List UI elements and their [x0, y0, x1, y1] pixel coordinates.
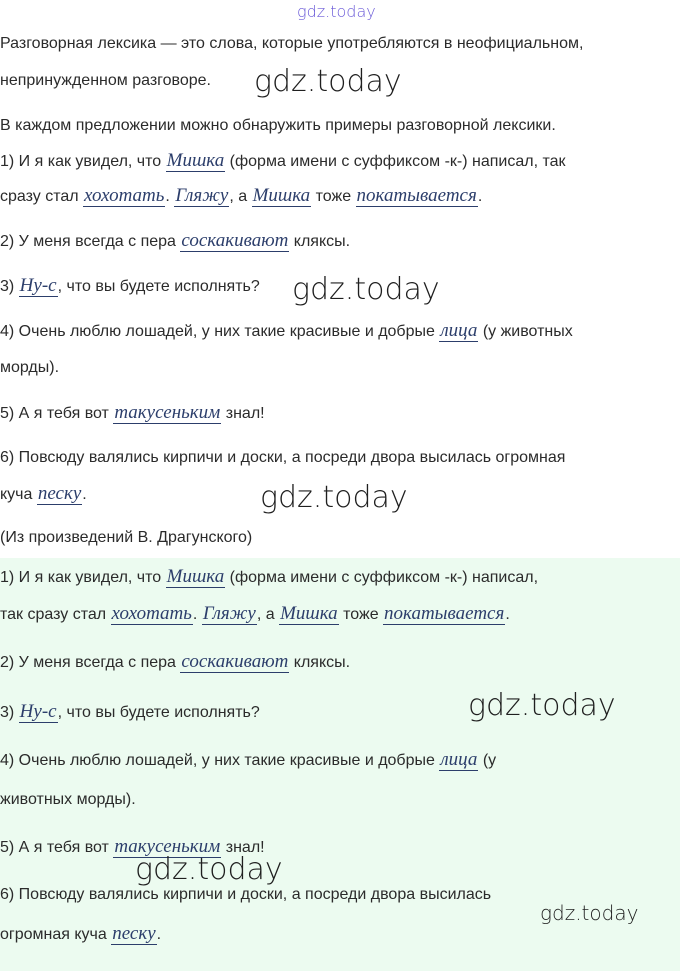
answer-1-line-2: так сразу стал хохотать. Гляжу, а Мишка тоже покатывается.	[0, 603, 510, 624]
watermark-top: gdz.today	[297, 2, 376, 21]
answer-6-line-2: огромная куча песку.	[0, 923, 162, 944]
question-3: 3) Ну-с, что вы будете исполнять?	[0, 275, 260, 296]
question-2: 2) У меня всегда с пера соскакивают кляксы.	[0, 230, 351, 251]
highlight-word: лица	[440, 749, 478, 770]
watermark: gdz.today	[292, 272, 440, 307]
highlight-word: покатывается	[356, 185, 477, 206]
answer-3: 3) Ну-с, что вы будете исполнять?	[0, 701, 260, 722]
question-5: 5) А я тебя вот такусеньким знал!	[0, 402, 265, 423]
answer-2: 2) У меня всегда с пера соскакивают кляксы.	[0, 651, 351, 672]
source-note: (Из произведений В. Драгунского)	[0, 529, 253, 546]
highlight-word: песку	[37, 483, 82, 504]
highlight-word: соскакивают	[181, 651, 289, 672]
intro-line-2: непринужденном разговоре.	[0, 72, 211, 89]
watermark: gdz.today	[135, 852, 283, 887]
highlight-word: такусеньким	[114, 836, 221, 857]
highlight-word: хохотать	[84, 185, 165, 206]
highlight-word: лица	[440, 320, 478, 341]
question-1-line-2: сразу стал хохотать. Гляжу, а Мишка тоже покатывается.	[0, 185, 483, 206]
highlight-word: такусеньким	[114, 402, 221, 423]
task-text: В каждом предложении можно обнаружить примеры разговорной лексики.	[0, 117, 556, 134]
question-4-line-1: 4) Очень люблю лошадей, у них такие красивые и добрые лица (у животных	[0, 320, 573, 341]
watermark: gdz.today	[540, 901, 639, 925]
highlight-word: Ну-с	[19, 701, 57, 722]
highlight-word: покатывается	[384, 603, 505, 624]
highlight-word: Мишка	[252, 185, 311, 206]
question-1-line-1: 1) И я как увидел, что Мишка (форма имени с суффиксом -к-) написал, так	[0, 150, 566, 171]
question-6-line-1: 6) Повсюду валялись кирпичи и доски, а посреди двора высилась огромная	[0, 449, 566, 466]
watermark: gdz.today	[468, 688, 616, 723]
watermark: gdz.today	[254, 64, 402, 99]
highlight-word: соскакивают	[181, 230, 289, 251]
watermark: gdz.today	[260, 480, 408, 515]
answer-6-line-1: 6) Повсюду валялись кирпичи и доски, а посреди двора высилась	[0, 886, 492, 903]
highlight-word: хохотать	[111, 603, 192, 624]
highlight-word: Гляжу	[175, 185, 229, 206]
question-6-line-2: куча песку.	[0, 483, 87, 504]
answer-5: 5) А я тебя вот такусеньким знал!	[0, 836, 265, 857]
highlight-word: Ну-с	[19, 275, 57, 296]
highlight-word: Мишка	[166, 150, 225, 171]
highlight-word: Мишка	[166, 566, 225, 587]
highlight-word: песку	[112, 923, 156, 944]
highlight-word: Гляжу	[202, 603, 256, 624]
answer-4-line-1: 4) Очень люблю лошадей, у них такие красивые и добрые лица (у	[0, 749, 497, 770]
intro-line-1: Разговорная лексика — это слова, которые употребляются в неофициальном,	[0, 35, 584, 52]
answer-4-line-2: животных морды).	[0, 791, 136, 808]
question-4-line-2: морды).	[0, 359, 60, 376]
answer-1-line-1: 1) И я как увидел, что Мишка (форма имени с суффиксом -к-) написал,	[0, 566, 539, 587]
highlight-word: Мишка	[280, 603, 338, 624]
